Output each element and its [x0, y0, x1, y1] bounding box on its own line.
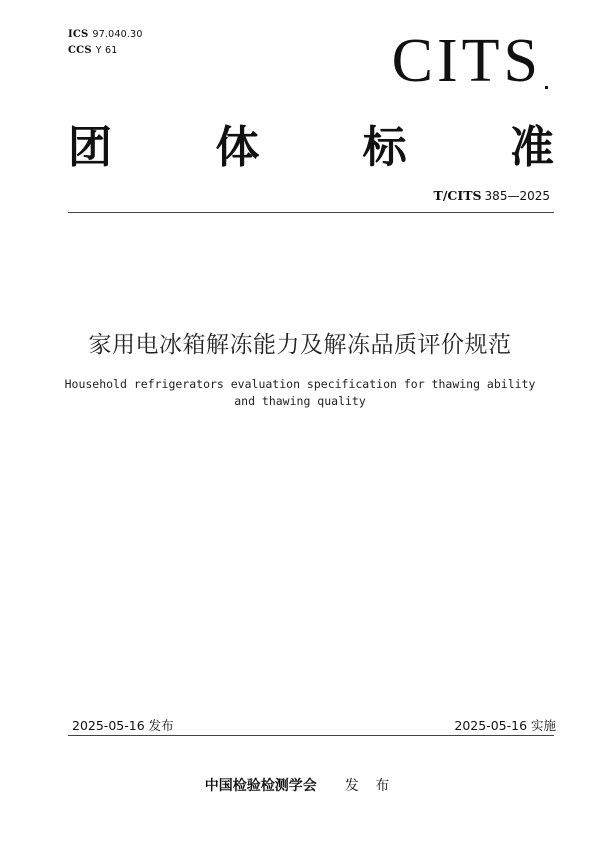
standard-number	[434, 188, 550, 203]
title-english-line: and thawing quality	[234, 394, 366, 408]
top-divider	[68, 212, 554, 213]
bottom-divider	[68, 735, 554, 736]
issue-date: 2025-05-16 发布	[72, 718, 174, 733]
logo-dot	[545, 86, 548, 89]
standard-type-char: 标	[362, 122, 407, 173]
title-english	[40, 376, 560, 410]
publisher-org: 中国检验检测学会	[204, 778, 317, 794]
standard-type-char: 准	[509, 122, 554, 173]
ccs-value: Y 61	[95, 45, 118, 56]
publisher	[0, 775, 600, 795]
standard-number-value: 385—2025	[484, 189, 550, 203]
cits-logo: CITS	[391, 27, 542, 95]
standard-type-char: 体	[215, 122, 260, 173]
ccs-code	[68, 45, 117, 56]
ics-label: ICS	[68, 29, 89, 40]
standard-type-char: 团	[68, 122, 112, 173]
standard-type-heading	[68, 122, 554, 173]
ics-value: 97.040.30	[92, 29, 143, 40]
title-chinese: 家用电冰箱解冻能力及解冻品质评价规范	[88, 332, 512, 358]
standard-number-prefix: T/CITS	[433, 188, 482, 203]
ics-code	[68, 29, 143, 40]
publisher-action: 发 布	[344, 778, 396, 794]
ccs-label: CCS	[68, 45, 92, 56]
title-english-line: Household refrigerators evaluation specification for thawing ability	[64, 377, 536, 391]
implementation-date: 2025-05-16 实施	[454, 718, 556, 733]
